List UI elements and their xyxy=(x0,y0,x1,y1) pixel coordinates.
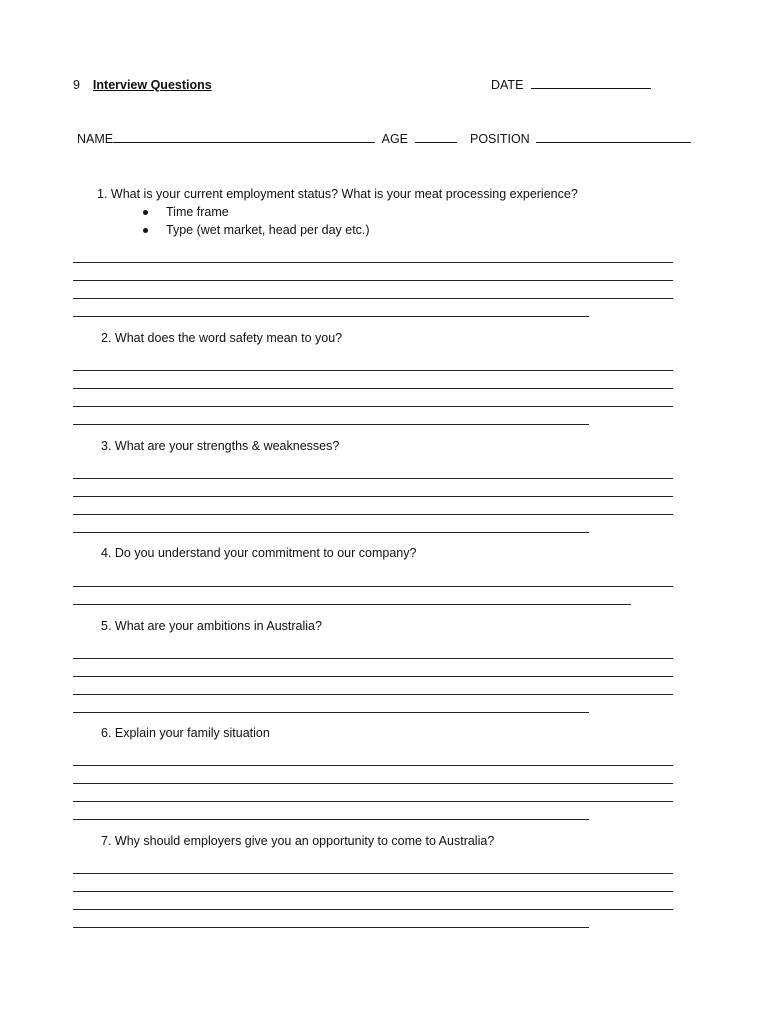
form-header xyxy=(73,77,212,93)
q1-bullet-type: Type (wet market, head per day etc.) xyxy=(166,223,370,237)
position-blank[interactable] xyxy=(536,131,691,143)
answer-line[interactable] xyxy=(73,765,673,766)
q1-bullet-time-frame: Time frame xyxy=(166,205,229,219)
answer-line[interactable] xyxy=(73,909,673,910)
age-label: AGE xyxy=(381,132,409,146)
answer-line[interactable] xyxy=(73,532,589,533)
question-7: 7. Why should employers give you an opportunity to come to Australia? xyxy=(101,834,495,848)
answer-line[interactable] xyxy=(73,586,673,587)
name-label: NAME xyxy=(77,132,114,146)
age-blank[interactable] xyxy=(415,131,457,143)
question-6: 6. Explain your family situation xyxy=(101,726,270,740)
answer-line[interactable] xyxy=(73,514,673,515)
name-blank[interactable] xyxy=(113,131,375,143)
answer-line[interactable] xyxy=(73,676,673,677)
answer-line[interactable] xyxy=(73,316,589,317)
answer-line[interactable] xyxy=(73,424,589,425)
answer-line[interactable] xyxy=(73,406,673,407)
question-3: 3. What are your strengths & weaknesses? xyxy=(101,439,340,453)
question-4: 4. Do you understand your commitment to our company? xyxy=(101,546,417,560)
bullet-icon xyxy=(143,228,148,233)
answer-line[interactable] xyxy=(73,694,673,695)
date-blank[interactable] xyxy=(531,77,651,89)
answer-line[interactable] xyxy=(73,658,673,659)
answer-line[interactable] xyxy=(73,783,673,784)
bullet-icon xyxy=(143,210,148,215)
answer-line[interactable] xyxy=(73,927,589,928)
date-label: DATE xyxy=(491,78,524,92)
answer-line[interactable] xyxy=(73,478,673,479)
answer-line[interactable] xyxy=(73,496,673,497)
answer-line[interactable] xyxy=(73,801,673,802)
date-field[interactable] xyxy=(491,77,651,93)
answer-line[interactable] xyxy=(73,891,673,892)
position-label: POSITION xyxy=(469,132,530,146)
question-2: 2. What does the word safety mean to you? xyxy=(101,331,343,345)
answer-line[interactable] xyxy=(73,712,589,713)
answer-line[interactable] xyxy=(73,604,631,605)
applicant-details-row xyxy=(77,131,691,147)
answer-line[interactable] xyxy=(73,388,673,389)
answer-line[interactable] xyxy=(73,873,673,874)
page-title: Interview Questions xyxy=(92,78,212,92)
answer-line[interactable] xyxy=(73,370,673,371)
question-1: 1. What is your current employment status? What is your meat processing experience? xyxy=(97,187,578,201)
question-5: 5. What are your ambitions in Australia? xyxy=(101,619,322,633)
answer-line[interactable] xyxy=(73,280,673,281)
answer-line[interactable] xyxy=(73,819,589,820)
answer-line[interactable] xyxy=(73,262,673,263)
answer-line[interactable] xyxy=(73,298,673,299)
form-number: 9 xyxy=(73,78,80,92)
